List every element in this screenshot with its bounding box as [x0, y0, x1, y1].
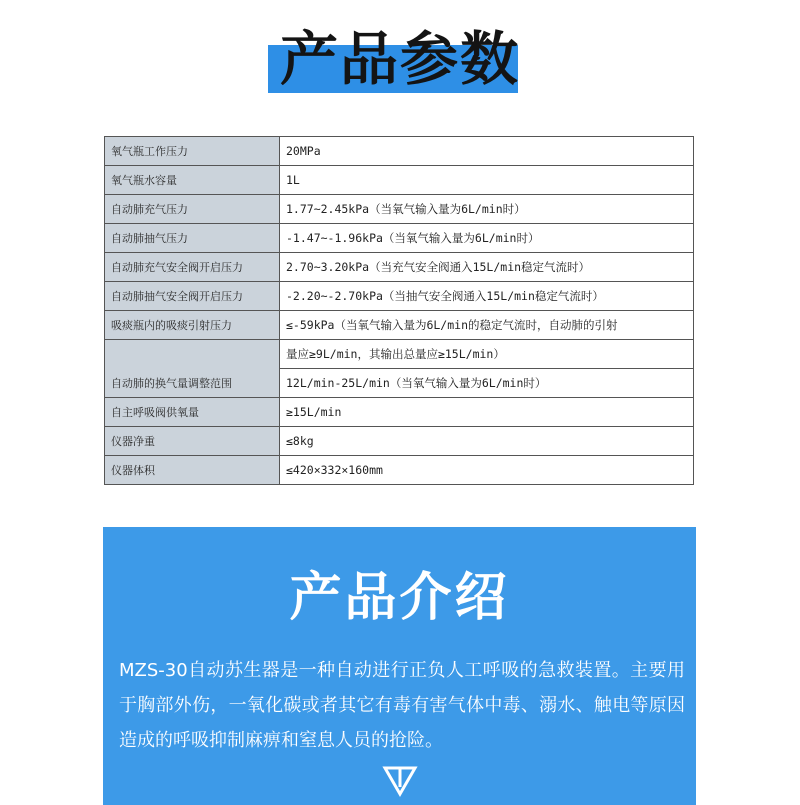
param-value: 1L: [280, 166, 694, 195]
table-row: [105, 166, 694, 195]
param-label: 吸痰瓶内的吸痰引射压力: [105, 311, 280, 340]
table-row: [105, 456, 694, 485]
param-label: 氧气瓶工作压力: [105, 137, 280, 166]
param-value: 20MPa: [280, 137, 694, 166]
intro-title: 产品介绍: [289, 568, 510, 628]
param-value: 2.70~3.20kPa（当充气安全阀通入15L/min稳定气流时）: [280, 253, 694, 282]
param-label: 仪器净重: [105, 427, 280, 456]
param-label: 自动肺的换气量调整范围: [105, 340, 280, 398]
param-value: 量应≥9L/min，其输出总量应≥15L/min）: [280, 340, 694, 369]
params-table: [104, 136, 694, 485]
param-value: ≤420×332×160mm: [280, 456, 694, 485]
down-arrow-icon: [382, 765, 418, 799]
table-row: [105, 224, 694, 253]
table-row: [105, 195, 694, 224]
table-row: [105, 427, 694, 456]
param-value: -2.20~-2.70kPa（当抽气安全阀通入15L/min稳定气流时）: [280, 282, 694, 311]
table-row: [105, 398, 694, 427]
intro-text: MZS-30自动苏生器是一种自动进行正负人工呼吸的急救装置。主要用于胸部外伤，一氧化碳或者其它有毒有害气体中毒、溺水、触电等原因造成的呼吸抑制麻痹和窒息人员的抢险。: [119, 660, 685, 751]
param-value: ≤8kg: [280, 427, 694, 456]
param-value: ≥15L/min: [280, 398, 694, 427]
intro-panel: [103, 527, 696, 805]
table-row: [105, 282, 694, 311]
param-label: 自动肺抽气安全阀开启压力: [105, 282, 280, 311]
param-value: 1.77~2.45kPa（当氧气输入量为6L/min时）: [280, 195, 694, 224]
param-label: 自动肺抽气压力: [105, 224, 280, 253]
param-label: 仪器体积: [105, 456, 280, 485]
table-row: [105, 311, 694, 340]
param-label: 自动肺充气压力: [105, 195, 280, 224]
table-row: [105, 340, 694, 369]
param-value: 12L/min-25L/min（当氧气输入量为6L/min时）: [280, 369, 694, 398]
table-row: [105, 137, 694, 166]
param-label: 自主呼吸阀供氧量: [105, 398, 280, 427]
param-label: 自动肺充气安全阀开启压力: [105, 253, 280, 282]
table-row: [105, 253, 694, 282]
param-value: ≤-59kPa（当氧气输入量为6L/min的稳定气流时，自动肺的引射: [280, 311, 694, 340]
params-title: 产品参数: [279, 25, 520, 93]
param-value: -1.47~-1.96kPa（当氧气输入量为6L/min时）: [280, 224, 694, 253]
params-header: [0, 0, 800, 110]
param-label: 氧气瓶水容量: [105, 166, 280, 195]
